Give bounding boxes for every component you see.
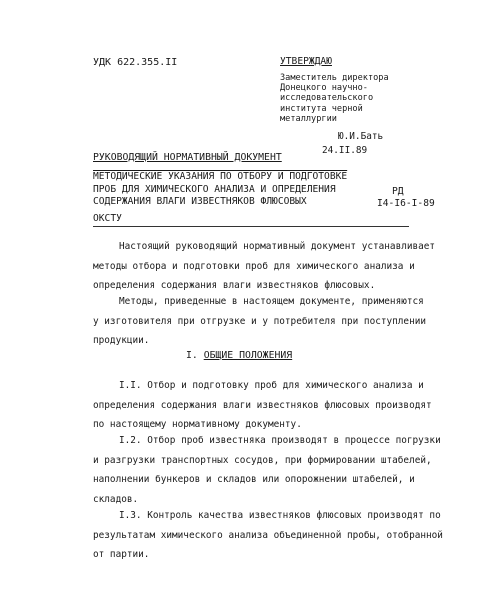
approval-block [280, 56, 389, 156]
intro-paragraph [93, 237, 436, 296]
paragraph-1-2 [93, 431, 441, 509]
approval-line: исследовательского [280, 93, 374, 104]
paragraph-line: складов. [93, 493, 139, 505]
paragraph-line: I.I. Отбор и подготовку проб для химического анализа и [119, 380, 424, 391]
rd-label: РД [392, 186, 404, 197]
rd-number: I4-I6-I-89 [377, 198, 435, 209]
paragraph-line: определения содержания влаги известняков флюсовых производят [93, 399, 432, 411]
okstu-label: ОКСТУ [93, 213, 122, 224]
approval-line: института черной [280, 103, 363, 114]
paragraph-line: у изготовителя при отгрузке и у потребителя при поступлении [93, 315, 427, 327]
title-line: МЕТОДИЧЕСКИЕ УКАЗАНИЯ ПО ОТБОРУ И ПОДГОТОВКЕ [93, 171, 348, 182]
methods-paragraph [93, 292, 427, 351]
paragraph-line: методы отбора и подготовки проб для химического анализа и [93, 260, 415, 272]
section-number: I. [186, 350, 198, 361]
approval-date: 24.II.89 [322, 145, 368, 157]
approval-title: УТВЕРЖДАЮ [280, 56, 332, 67]
paragraph-line: продукции. [93, 335, 150, 346]
title-line: СОДЕРЖАНИЯ ВЛАГИ ИЗВЕСТНЯКОВ ФЛЮСОВЫХ [93, 196, 307, 208]
title-line: ПРОБ ДЛЯ ХИМИЧЕСКОГО АНАЛИЗА И ОПРЕДЕЛЕНИЯ [93, 183, 336, 195]
paragraph-line: Настоящий руководящий нормативный документ устанавливает [119, 241, 436, 252]
approval-line: Донецкого научно- [280, 83, 368, 94]
paragraph-line: и разгрузки транспортных сосудов, при формировании штабелей, [93, 454, 432, 466]
document-type: РУКОВОДЯЩИЙ НОРМАТИВНЫЙ ДОКУМЕНТ [93, 152, 282, 163]
approval-signer: Ю.И.Бать [338, 131, 384, 143]
header-divider [93, 226, 409, 227]
paragraph-1-3 [93, 506, 443, 565]
paragraph-line: определения содержания влаги известняков флюсовых. [93, 280, 376, 291]
section-title: ОБЩИЕ ПОЛОЖЕНИЯ [203, 350, 293, 361]
approval-position [280, 73, 389, 124]
udc-code: УДК 622.355.II [93, 57, 178, 68]
rd-designation [377, 186, 435, 210]
paragraph-line: по настоящему нормативному документу. [93, 419, 302, 430]
section-heading [186, 350, 292, 361]
paragraph-line: результатам химического анализа объединенной пробы, отобранной [93, 529, 443, 541]
paragraph-line: I.2. Отбор проб известняка производят в процессе погрузки [119, 435, 441, 446]
paragraph-line: I.3. Контроль качества известняков флюсовых производят по [119, 510, 441, 521]
paragraph-1-1 [93, 376, 432, 435]
document-title [93, 171, 347, 209]
approval-line: Заместитель директора [280, 73, 389, 83]
paragraph-line: Методы, приведенные в настоящем документе, применяются [119, 296, 424, 307]
paragraph-line: наполнении бункеров и складов или опорожнении штабелей, и [93, 474, 415, 485]
approval-line: металлургии [280, 113, 337, 124]
paragraph-line: от партии. [93, 549, 150, 560]
